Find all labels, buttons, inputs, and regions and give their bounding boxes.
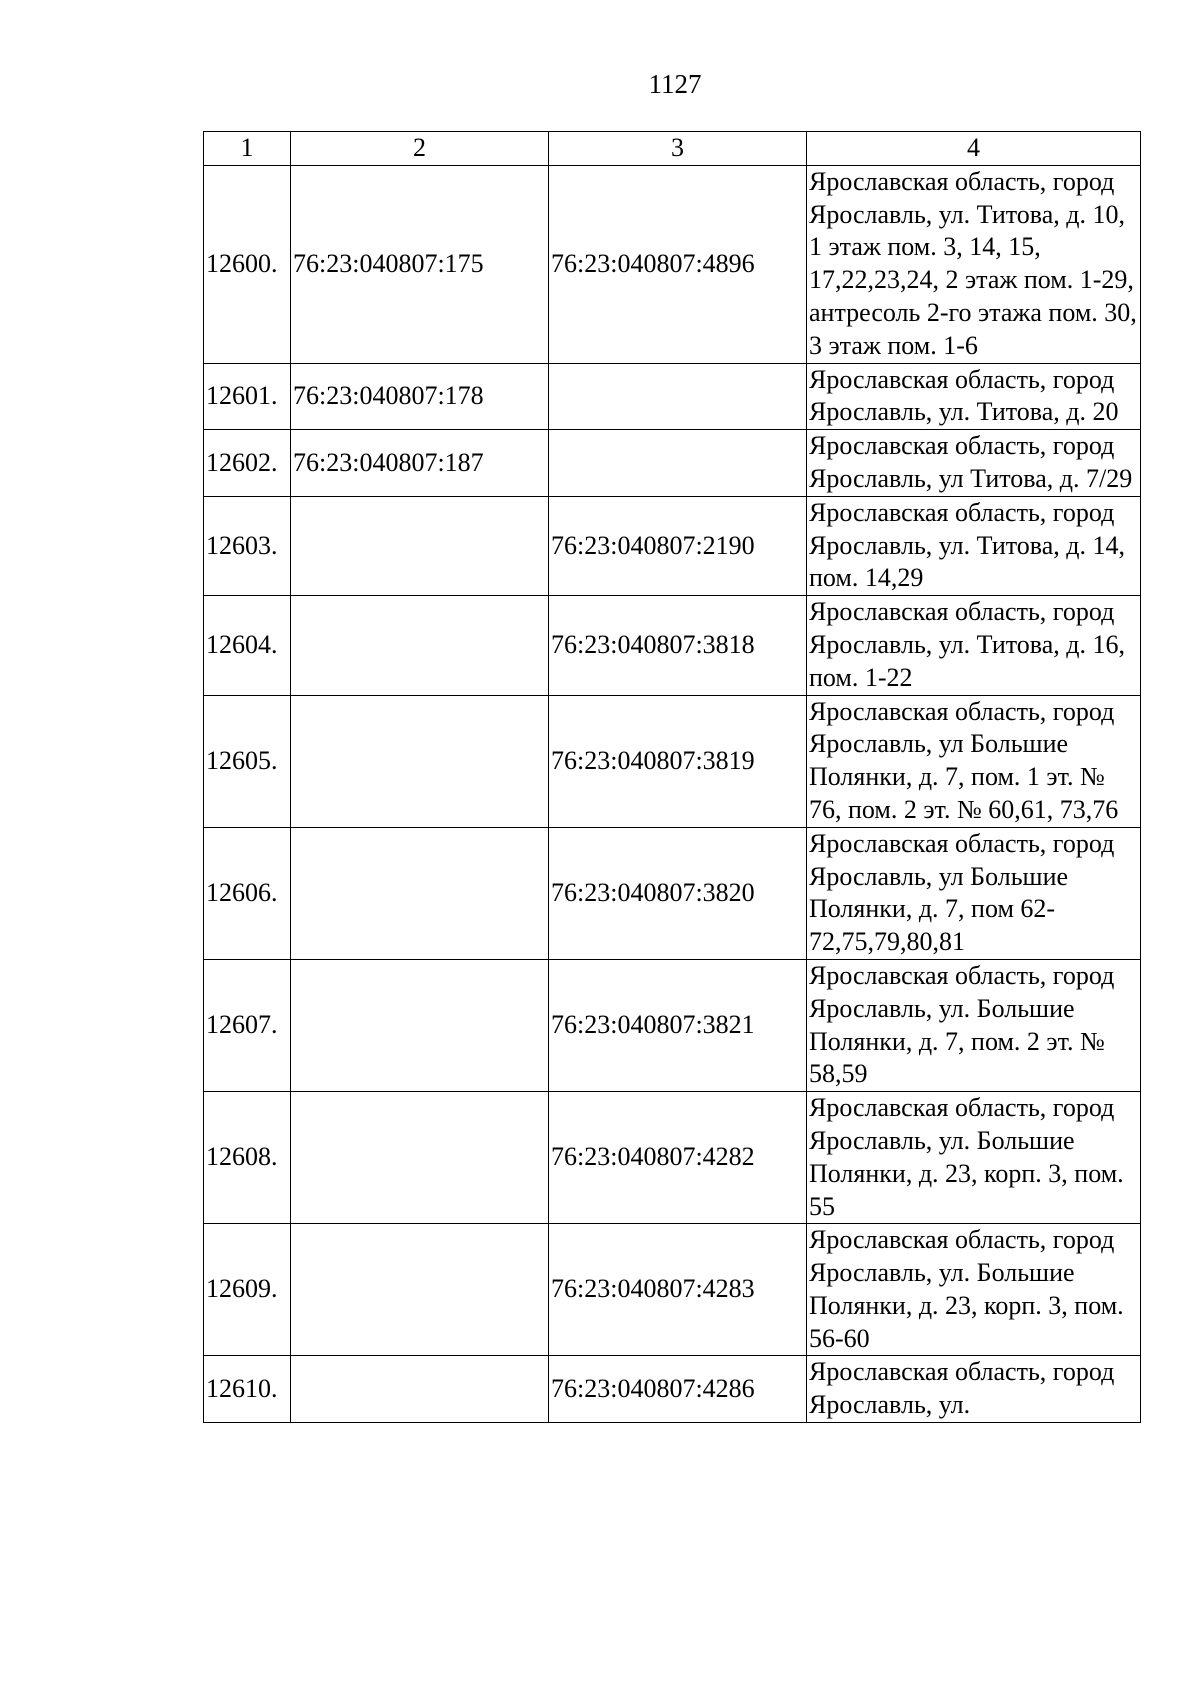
row-number: 12600. bbox=[204, 165, 291, 363]
address: Ярославская область, город Ярославль, ул. Большие Полянки, д. 7, пом. 2 эт. № 58,59 bbox=[807, 959, 1141, 1091]
page-number: 1127 bbox=[648, 69, 702, 99]
table-row bbox=[204, 430, 1141, 497]
building-cadastral-number bbox=[549, 430, 807, 497]
row-number: 12602. bbox=[204, 430, 291, 497]
table-row bbox=[204, 1092, 1141, 1224]
building-cadastral-number: 76:23:040807:4283 bbox=[549, 1224, 807, 1356]
address: Ярославская область, город Ярославль, ул. bbox=[807, 1356, 1141, 1423]
table-row bbox=[204, 363, 1141, 430]
land-cadastral-number bbox=[291, 1356, 549, 1423]
address: Ярославская область, город Ярославль, ул. Большие Полянки, д. 23, корп. 3, пом. 55 bbox=[807, 1092, 1141, 1224]
address: Ярославская область, город Ярославль, ул. Титова, д. 16, пом. 1-22 bbox=[807, 596, 1141, 695]
address: Ярославская область, город Ярославль, ул. Титова, д. 20 bbox=[807, 363, 1141, 430]
building-cadastral-number: 76:23:040807:4896 bbox=[549, 165, 807, 363]
address: Ярославская область, город Ярославль, ул. Большие Полянки, д. 23, корп. 3, пом. 56-60 bbox=[807, 1224, 1141, 1356]
table-row bbox=[204, 827, 1141, 959]
row-number: 12610. bbox=[204, 1356, 291, 1423]
column-header-3: 3 bbox=[549, 132, 807, 166]
table-row bbox=[204, 596, 1141, 695]
building-cadastral-number: 76:23:040807:3820 bbox=[549, 827, 807, 959]
row-number: 12606. bbox=[204, 827, 291, 959]
table-row bbox=[204, 165, 1141, 363]
building-cadastral-number bbox=[549, 363, 807, 430]
building-cadastral-number: 76:23:040807:2190 bbox=[549, 496, 807, 595]
row-number: 12601. bbox=[204, 363, 291, 430]
column-header-4: 4 bbox=[807, 132, 1141, 166]
land-cadastral-number bbox=[291, 695, 549, 827]
row-number: 12609. bbox=[204, 1224, 291, 1356]
land-cadastral-number: 76:23:040807:175 bbox=[291, 165, 549, 363]
table-row bbox=[204, 959, 1141, 1091]
column-header-1: 1 bbox=[204, 132, 291, 166]
address: Ярославская область, город Ярославль, ул Титова, д. 7/29 bbox=[807, 430, 1141, 497]
table-row bbox=[204, 496, 1141, 595]
table-row bbox=[204, 695, 1141, 827]
address: Ярославская область, город Ярославль, ул Большие Полянки, д. 7, пом 62-72,75,79,80,81 bbox=[807, 827, 1141, 959]
row-number: 12604. bbox=[204, 596, 291, 695]
row-number: 12605. bbox=[204, 695, 291, 827]
address: Ярославская область, город Ярославль, ул. Титова, д. 10, 1 этаж пом. 3, 14, 15, 17,22,23,24, 2 этаж пом. 1-29, антресоль 2-го этажа пом. 30, 3 этаж пом. 1-6 bbox=[807, 165, 1141, 363]
land-cadastral-number: 76:23:040807:178 bbox=[291, 363, 549, 430]
land-cadastral-number bbox=[291, 1224, 549, 1356]
building-cadastral-number: 76:23:040807:4286 bbox=[549, 1356, 807, 1423]
building-cadastral-number: 76:23:040807:3819 bbox=[549, 695, 807, 827]
row-number: 12607. bbox=[204, 959, 291, 1091]
row-number: 12608. bbox=[204, 1092, 291, 1224]
header-row bbox=[204, 132, 1141, 166]
table-row bbox=[204, 1356, 1141, 1423]
registry-table bbox=[203, 131, 1141, 1423]
address: Ярославская область, город Ярославль, ул. Титова, д. 14, пом. 14,29 bbox=[807, 496, 1141, 595]
land-cadastral-number bbox=[291, 496, 549, 595]
building-cadastral-number: 76:23:040807:3821 bbox=[549, 959, 807, 1091]
building-cadastral-number: 76:23:040807:3818 bbox=[549, 596, 807, 695]
land-cadastral-number: 76:23:040807:187 bbox=[291, 430, 549, 497]
column-header-2: 2 bbox=[291, 132, 549, 166]
row-number: 12603. bbox=[204, 496, 291, 595]
land-cadastral-number bbox=[291, 1092, 549, 1224]
land-cadastral-number bbox=[291, 596, 549, 695]
table-row bbox=[204, 1224, 1141, 1356]
land-cadastral-number bbox=[291, 827, 549, 959]
land-cadastral-number bbox=[291, 959, 549, 1091]
address: Ярославская область, город Ярославль, ул Большие Полянки, д. 7, пом. 1 эт. № 76, пом. 2 эт. № 60,61, 73,76 bbox=[807, 695, 1141, 827]
building-cadastral-number: 76:23:040807:4282 bbox=[549, 1092, 807, 1224]
